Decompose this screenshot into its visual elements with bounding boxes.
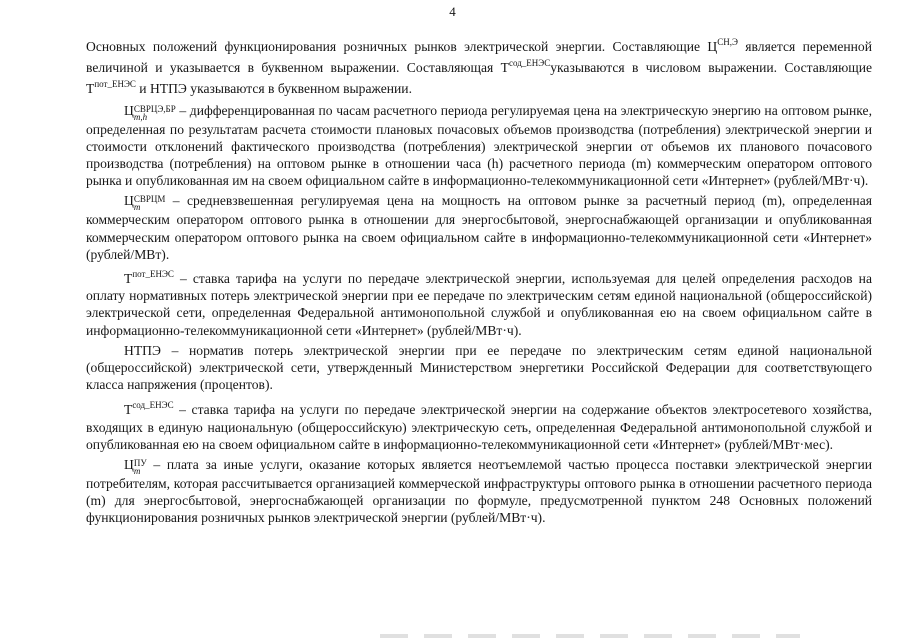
symbol-superscript: СВРЦМ <box>133 194 166 205</box>
paragraph-text: Основных положений функционирования розничных рынков электрической энергии. Составляющие <box>86 39 708 54</box>
page-number: 4 <box>449 4 456 19</box>
definition-text: – ставка тарифа на услуги по передаче электрической энергии на содержание объектов электросетевого хозяйства, входящих в единую национальную (общероссийскую) электрическую сеть, определенная Федеральной антимонопольной службой и опубликованная ею на своем официальном сайте в информационно-телекоммуникационной сети «Интернет» (рублей/МВт·мес). <box>86 402 872 452</box>
symbol-superscript: пот_ЕНЭС <box>132 269 174 280</box>
symbol-base: Ц <box>124 193 134 209</box>
definition-text: – дифференцированная по часам расчетного периода регулируемая цена на электрическую энергию на оптовом рынке, определенная по результатам расчета стоимости плановых почасовых объемов производства (потребления) электрической энергии и стоимости отклонений фактического производства (потребления) электрической энергии от объемов их планового почасового производства (потребления) на оптовом рынке в отношении часа (h) расчетного периода (m) коммерческим оператором оптового рынка и опубликованная им на своем официальном сайте в информационно-телекоммуникационной сети «Интернет» (рублей/МВт·ч). <box>86 102 872 189</box>
symbol-subscript: m <box>133 466 141 477</box>
symbol-base: Т <box>500 60 509 76</box>
symbol-c-svrce-br <box>124 102 176 122</box>
definition-svrce-br <box>86 102 872 190</box>
symbol-indices <box>134 459 147 475</box>
definition-text: НТПЭ – норматив потерь электрической энергии при ее передаче по электрическим сетям единой национальной (общероссийской) электрической сети, утвержденный Министерством энергетики Российской Федерации для соответствующего класса напряжения (процентов). <box>86 342 872 393</box>
symbol-t-pot-enes <box>124 271 174 286</box>
definition-svrcm <box>86 192 872 263</box>
definition-ntpe <box>86 342 872 394</box>
paragraph-text: указываются в числовом выражении. Составляющие <box>550 60 873 76</box>
definition-t-sod-enes <box>86 397 872 453</box>
document-body <box>86 17 872 527</box>
symbol-c-svrcm <box>124 193 166 213</box>
scan-artifact-divider <box>380 634 800 638</box>
symbol-c-pu <box>124 457 147 477</box>
definition-text: – средневзвешенная регулируемая цена на мощность на оптовом рынке за расчетный период (m), определенная коммерческим оператором оптового рынка в отношении для энергосбытовой, энергоснабжающей организации и опубликованная коммерческим оператором оптового рынка на своем официальном сайте в информационно-телекоммуникационной сети «Интернет» (рублей/МВт). <box>86 193 872 262</box>
symbol-base: Ц <box>124 102 134 118</box>
paragraph-text: и НТПЭ указываются в буквенном выражении. <box>135 81 412 97</box>
symbol-superscript: сод_ЕНЭС <box>132 400 174 411</box>
symbol-subscript: m,h <box>133 111 148 122</box>
symbol-indices <box>134 195 166 211</box>
symbol-base: Ц <box>707 39 718 54</box>
definition-pu <box>86 456 872 527</box>
symbol-t-sod-enes <box>501 60 551 75</box>
symbol-t-sod-enes <box>124 402 174 417</box>
symbol-t-pot-enes <box>86 81 136 96</box>
symbol-base: Ц <box>124 457 134 473</box>
definition-text: – ставка тарифа на услуги по передаче электрической энергии, используемая для целей определения расходов на оплату нормативных потерь электрической энергии при ее передаче по электрическим сетям единой национальной (общероссийской) электрической сети, определенная Федеральной антимонопольной службой и опубликованная ею на своем официальном сайте в информационно-телекоммуникационной сети «Интернет» (рублей/МВт·ч). <box>86 271 872 338</box>
symbol-superscript: сод_ЕНЭС <box>508 58 551 69</box>
paragraph-continuation <box>86 34 872 98</box>
symbol-superscript: СВРЦЭ,БР <box>133 103 176 114</box>
symbol-base: Т <box>124 402 133 418</box>
symbol-superscript: ПУ <box>133 458 147 469</box>
symbol-subscript: m <box>133 202 141 213</box>
paragraph-text: является переменной величиной и указывается в буквенном выражении. Составляющая <box>86 39 872 76</box>
definition-text: – плата за иные услуги, оказание которых является неотъемлемой частью процесса поставки электрической энергии потребителям, которая рассчитывается организацией коммерческой инфраструктуры оптового рынка в отношении расчетного периода (m) для энергосбытовой, энергоснабжающей организации по формуле, предусмотренной пунктом 248 Основных положений функционирования розничных рынков электрической энергии (рублей/МВт·ч). <box>86 457 872 526</box>
definition-t-pot-enes <box>86 266 872 339</box>
symbol-superscript: пот_ЕНЭС <box>94 79 136 90</box>
symbol-base: Т <box>124 271 133 287</box>
symbol-superscript: СН,Э <box>717 37 738 47</box>
symbol-indices <box>134 105 176 121</box>
symbol-base: Т <box>86 81 95 97</box>
symbol-c-sn-e <box>707 39 738 54</box>
